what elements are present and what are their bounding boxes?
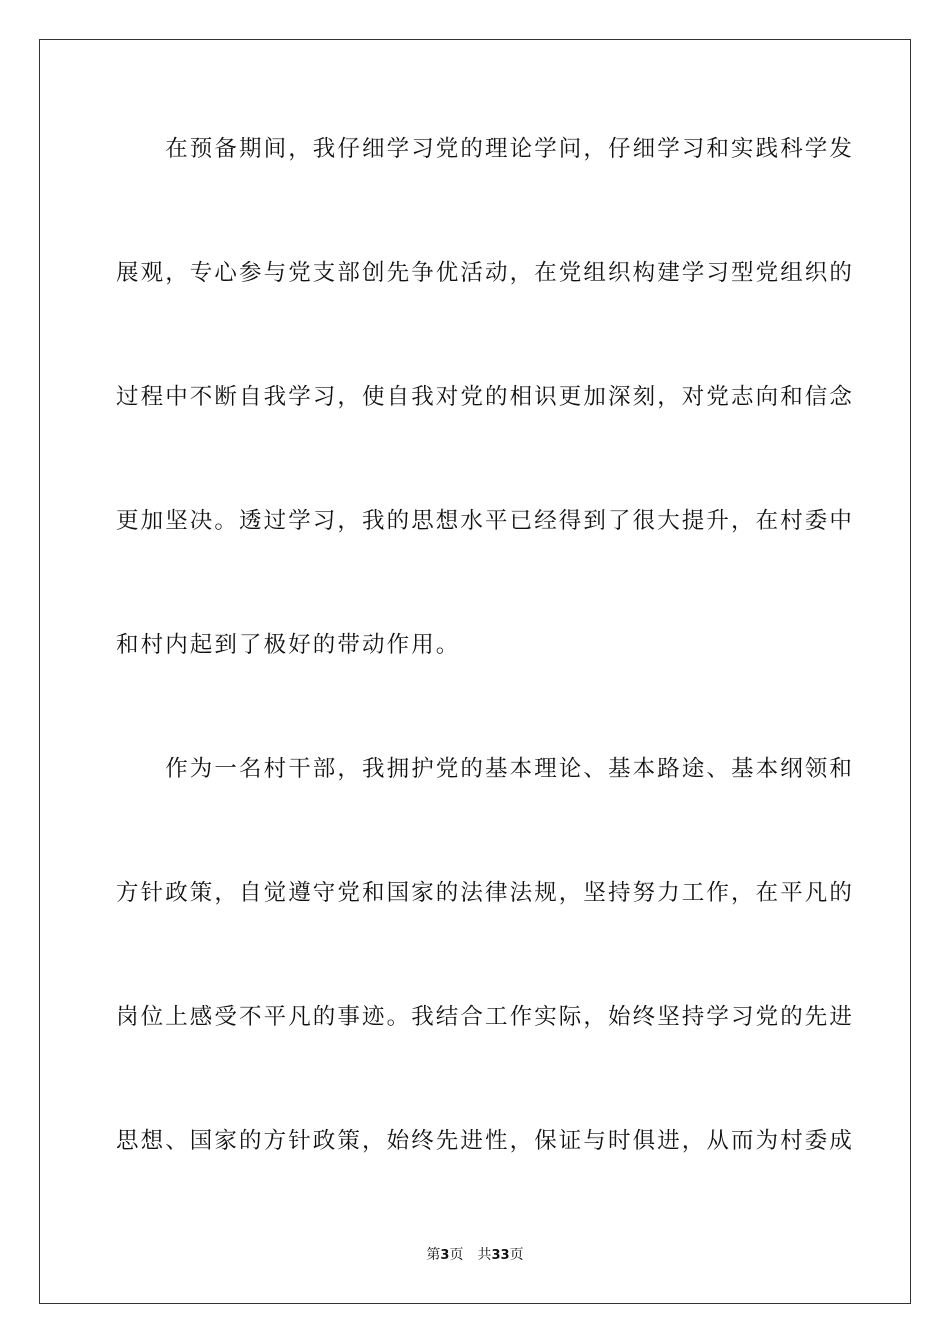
footer-page-number: 3	[440, 1248, 450, 1263]
paragraph-2-line-4: 思想、国家的方针政策，始终先进性，保证与时俱进，从而为村委成	[116, 1128, 855, 1154]
footer-page-prefix: 第	[426, 1247, 441, 1263]
paragraph-1-line-3: 过程中不断自我学习，使自我对党的相识更加深刻，对党志向和信念	[116, 384, 855, 410]
footer-page-suffix: 页	[449, 1247, 464, 1263]
paragraph-2-line-1: 作为一名村干部，我拥护党的基本理论、基本路途、基本纲领和	[116, 756, 855, 782]
paragraph-1-line-5: 和村内起到了极好的带动作用。	[116, 632, 461, 658]
paragraph-1-line-4: 更加坚决。透过学习，我的思想水平已经得到了很大提升，在村委中	[116, 508, 855, 534]
footer-total-pages: 33	[491, 1248, 510, 1263]
paragraph-1-line-1: 在预备期间，我仔细学习党的理论学问，仔细学习和实践科学发	[116, 136, 855, 162]
paragraph-2-line-3: 岗位上感受不平凡的事迹。我结合工作实际，始终坚持学习党的先进	[116, 1004, 855, 1030]
paragraph-1-line-2: 展观，专心参与党支部创先争优活动，在党组织构建学习型党组织的	[116, 260, 855, 286]
page-footer	[0, 1245, 950, 1266]
page-border	[39, 39, 911, 1304]
paragraph-2-line-2: 方针政策，自觉遵守党和国家的法律法规，坚持努力工作，在平凡的	[116, 880, 855, 906]
footer-total-suffix: 页	[509, 1247, 524, 1263]
footer-total-prefix: 共	[477, 1247, 492, 1263]
